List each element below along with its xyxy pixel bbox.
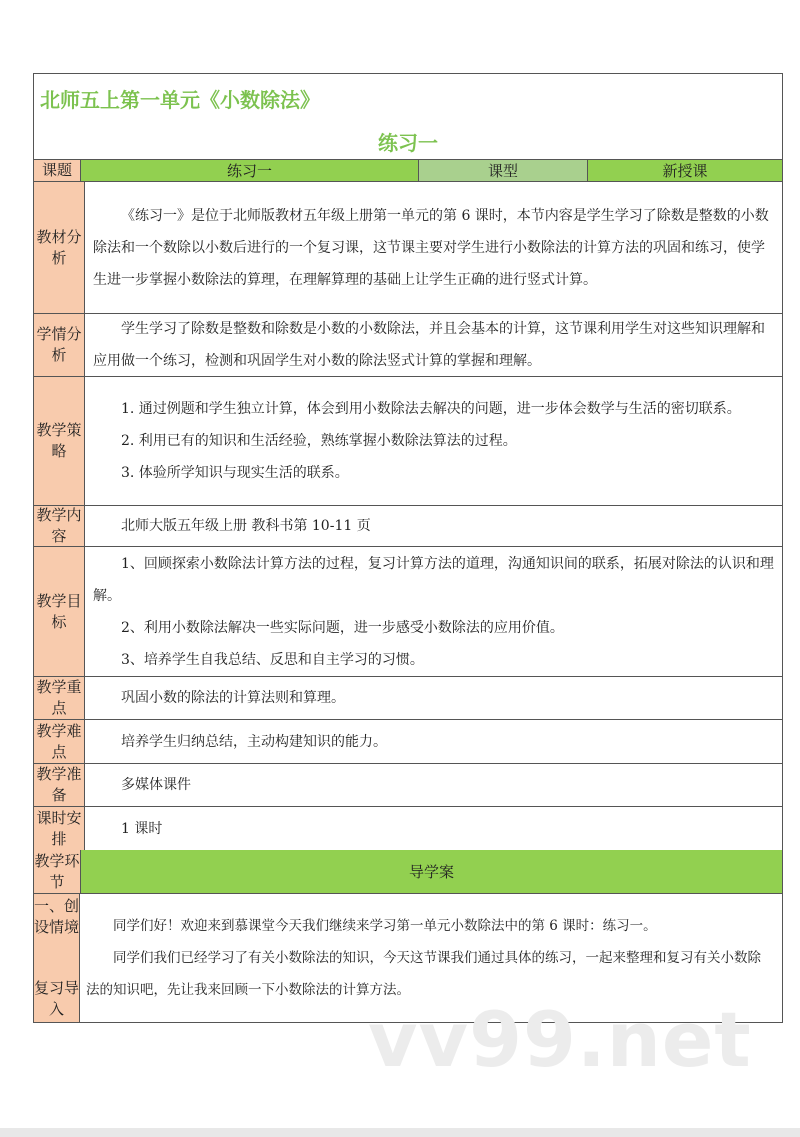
row-0 [34,182,782,314]
row-6 [34,720,782,764]
section-label: 教学环节 [34,850,81,893]
title-block [34,74,782,160]
row-label: 教学难点 [34,720,85,763]
row-2 [34,377,782,506]
paragraph: 北师大版五年级上册 教科书第 10-11 页 [121,518,371,534]
paragraph: 多媒体课件 [121,777,191,793]
lesson-plan-table [33,73,783,1023]
page-bottom-edge [0,1128,800,1137]
row-label: 课时安排 [34,807,85,850]
row-content [85,314,782,376]
paragraph: 1、回顾探索小数除法计算方法的过程，复习计算方法的道理，沟通知识间的联系，拓展对除法的认识和理解。 [93,555,774,604]
intro-paragraph: 同学们好！欢迎来到慕课堂今天我们继续来学习第一单元小数除法中的第 6 课时：练习一。 [113,918,657,934]
row-label: 教学目标 [34,547,85,676]
row-8 [34,807,782,850]
topic-label: 课题 [34,160,81,181]
section-value: 导学案 [81,850,782,893]
topic-value: 练习一 [81,160,419,181]
row-label: 教学重点 [34,677,85,719]
unit-title: 北师五上第一单元《小数除法》 [40,88,320,112]
row-5 [34,677,782,720]
paragraph: 1 课时 [121,820,163,837]
section-row [34,850,782,894]
type-value: 新授课 [588,160,782,181]
paragraph: 2、利用小数除法解决一些实际问题，进一步感受小数除法的应用价值。 [121,619,564,636]
row-content [85,764,782,806]
paragraph: 培养学生归纳总结，主动构建知识的能力。 [121,733,387,750]
paragraph: 2. 利用已有的知识和生活经验，熟练掌握小数除法算法的过程。 [121,433,517,449]
intro-label-top: 一、创设情境 [34,897,80,936]
row-content [85,807,782,850]
row-label: 学情分析 [34,314,85,376]
row-label: 教学策略 [34,377,85,505]
row-label: 教材分析 [34,182,85,313]
row-1 [34,314,782,377]
row-content [85,720,782,763]
lesson-title: 练习一 [378,131,438,155]
topic-row [34,160,782,182]
paragraph: 1. 通过例题和学生独立计算，体会到用小数除法去解决的问题，进一步体会数学与生活的密切联系。 [121,401,741,417]
row-content [85,506,782,546]
row-3 [34,506,782,547]
row-content [85,677,782,719]
intro-paragraph: 同学们我们已经学习了有关小数除法的知识，今天这节课我们通过具体的练习，一起来整理和复习有关小数除法的知识吧，先让我来回顾一下小数除法的计算方法。 [86,950,761,998]
paragraph: 巩固小数的除法的计算法则和算理。 [121,690,345,706]
paragraph: 学生学习了除数是整数和除数是小数的小数除法，并且会基本的计算，这节课利用学生对这些知识理解和应用做一个练习，检测和巩固学生对小数的除法竖式计算的掌握和理解。 [93,321,765,369]
row-content [85,547,782,676]
row-4 [34,547,782,677]
type-label: 课型 [419,160,588,181]
row-label: 教学准备 [34,764,85,806]
paragraph: 3. 体验所学知识与现实生活的联系。 [121,465,349,481]
row-label: 教学内容 [34,506,85,546]
row-7 [34,764,782,807]
row-content [85,377,782,505]
paragraph: 《练习一》是位于北师版教材五年级上册第一单元的第 6 课时，本节内容是学生学习了除数是整数的小数除法和一个数除以小数后进行的一个复习课，这节课主要对学生进行小数除法的计算方法的巩固和练习，使学生进一步掌握小数除法的算理，在理解算理的基础上让学生正确的进行竖式计算。 [93,207,769,288]
paragraph: 3、培养学生自我总结、反思和自主学习的习惯。 [121,651,424,668]
row-content [85,182,782,313]
intro-label-bottom: 复习导入 [34,979,80,1018]
watermark: vv99.net [368,995,752,1084]
